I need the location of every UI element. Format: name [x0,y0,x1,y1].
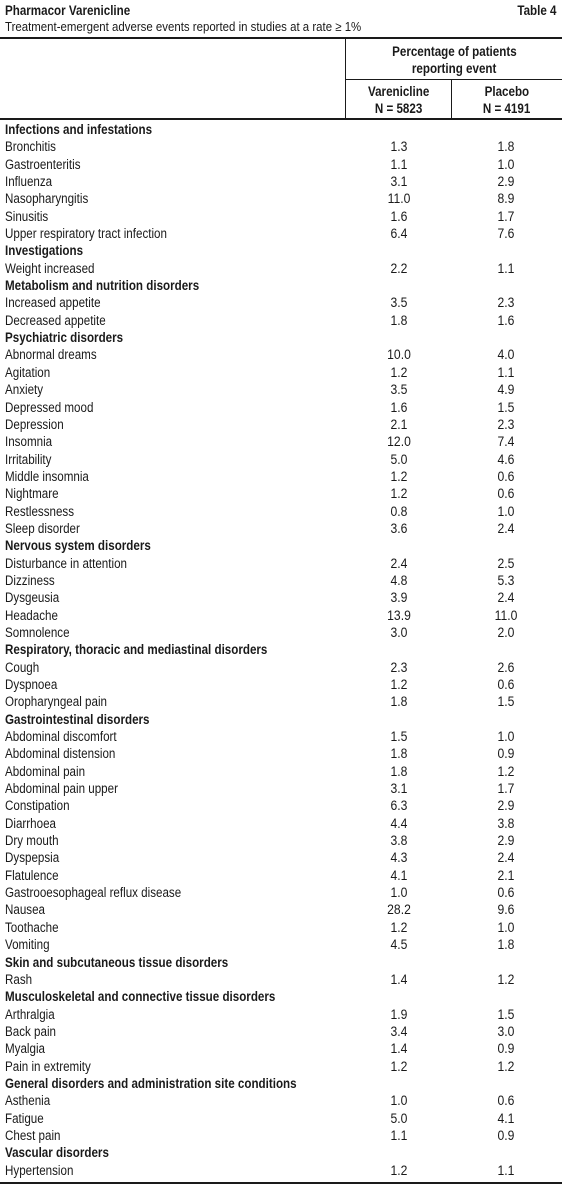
varenicline-value: 1.2 [390,468,408,484]
column-header-varenicline [346,83,451,117]
category-heading-row [0,537,562,554]
category-heading-row [0,121,562,138]
title-row [5,3,557,19]
placebo-value: 5.3 [497,572,515,588]
varenicline-value: 1.6 [390,399,408,415]
varenicline-value: 1.0 [390,1093,408,1109]
varenicline-value: 2.2 [390,260,408,276]
event-label: Arthralgia [5,1006,55,1022]
varenicline-value: 1.2 [390,677,408,692]
placebo-value: 2.4 [497,590,515,606]
table-row [0,468,562,485]
category-label: Infections and infestations [5,122,153,137]
event-label: Oropharyngeal pain [5,694,107,710]
varenicline-value: 2.4 [390,555,408,571]
table-row [0,745,562,762]
event-label: Nausea [5,902,46,918]
table-row [0,797,562,814]
placebo-value: 0.9 [497,1041,515,1057]
placebo-value: 1.7 [497,781,515,797]
table-row [0,589,562,606]
table-row [0,971,562,988]
table-row [0,485,562,502]
table-row [0,763,562,780]
placebo-value: 2.5 [497,555,515,571]
category-heading-row [0,1144,562,1161]
column-header-placebo [452,83,562,117]
category-label: Psychiatric disorders [5,330,124,346]
varenicline-value: 4.4 [390,815,408,831]
placebo-value: 2.4 [497,850,515,866]
event-label: Somnolence [5,624,70,640]
table-row [0,555,562,572]
table-row [0,503,562,520]
event-label: Chest pain [5,1127,61,1143]
varenicline-value: 1.2 [390,364,408,380]
category-heading-row [0,1075,562,1092]
event-label: Insomnia [5,434,53,450]
table-row [0,815,562,832]
varenicline-value: 3.8 [390,833,408,849]
placebo-value: 4.9 [497,382,515,398]
placebo-value: 8.9 [497,191,515,207]
varenicline-value: 4.8 [390,572,408,588]
event-label: Flatulence [5,867,59,883]
placebo-value: 1.7 [497,208,515,224]
varenicline-value: 3.1 [390,781,408,797]
col1-n: N = 5823 [374,101,423,116]
placebo-value: 1.8 [497,937,515,953]
varenicline-value: 3.9 [390,590,408,606]
placebo-value: 0.6 [497,468,515,484]
category-heading-row [0,711,562,728]
varenicline-value: 1.0 [390,885,408,901]
col2-n: N = 4191 [483,101,531,116]
table-row [0,1092,562,1109]
event-label: Depressed mood [5,399,94,415]
event-label: Abdominal pain upper [5,781,118,797]
group-header [346,43,562,77]
event-label: Upper respiratory tract infection [5,226,167,242]
varenicline-value: 1.3 [390,139,408,155]
varenicline-value: 1.5 [390,729,408,745]
table-row [0,728,562,745]
varenicline-value: 1.1 [390,156,408,172]
varenicline-value: 4.1 [390,867,408,883]
varenicline-value: 1.2 [390,919,408,935]
varenicline-value: 6.4 [390,226,408,242]
table-row [0,1023,562,1040]
placebo-value: 0.6 [497,1093,515,1109]
event-label: Anxiety [5,382,44,398]
document-title: Pharmacor Varenicline [5,3,131,18]
category-label: Gastrointestinal disorders [5,711,150,727]
category-heading-row [0,242,562,259]
event-label: Fatigue [5,1110,44,1126]
placebo-value: 4.1 [497,1110,515,1126]
table-row [0,451,562,468]
placebo-value: 1.1 [497,260,515,276]
placebo-value: 7.6 [497,226,515,242]
table-row [0,607,562,624]
top-rule [0,37,562,39]
placebo-value: 2.4 [497,520,515,536]
table-row [0,919,562,936]
placebo-value: 1.5 [497,399,515,415]
group-header-line2: reporting event [411,61,497,76]
event-label: Dyspepsia [5,850,60,866]
event-label: Increased appetite [5,295,101,311]
table-row [0,624,562,641]
table-body [0,121,562,1179]
event-label: Hypertension [5,1162,74,1178]
varenicline-value: 4.5 [390,937,408,953]
category-label: Nervous system disorders [5,538,151,554]
col2-name: Placebo [484,84,530,99]
bottom-rule [0,1182,562,1184]
placebo-value: 2.9 [497,833,515,849]
varenicline-value: 10.0 [387,347,411,363]
event-label: Gastroenteritis [5,156,81,172]
table-row [0,346,562,363]
category-label: Vascular disorders [5,1145,109,1161]
table-row [0,1040,562,1057]
category-heading-row [0,641,562,658]
placebo-value: 1.8 [497,139,515,155]
category-heading-row [0,954,562,971]
varenicline-value: 1.2 [390,486,408,502]
placebo-value: 11.0 [494,607,518,623]
varenicline-value: 3.0 [390,624,408,640]
event-label: Dyspnoea [5,677,58,692]
table-row [0,849,562,866]
table-row [0,693,562,710]
placebo-value: 1.2 [497,763,515,779]
varenicline-value: 3.6 [390,520,408,536]
placebo-value: 1.0 [497,156,515,172]
table-row [0,676,562,693]
placebo-value: 2.3 [497,416,515,432]
varenicline-value: 1.8 [390,746,408,762]
event-label: Abnormal dreams [5,347,97,363]
placebo-value: 9.6 [497,902,515,918]
table-row [0,173,562,190]
event-label: Gastrooesophageal reflux disease [5,885,182,901]
category-heading-row [0,329,562,346]
placebo-value: 2.3 [497,295,515,311]
event-label: Headache [5,607,58,623]
event-label: Sinusitis [5,208,49,224]
varenicline-value: 11.0 [387,191,411,207]
varenicline-value: 1.8 [390,763,408,779]
placebo-value: 0.6 [497,486,515,502]
event-label: Agitation [5,364,51,380]
table-row [0,208,562,225]
table-row [0,225,562,242]
placebo-value: 4.0 [497,347,515,363]
varenicline-value: 0.8 [390,503,408,519]
table-row [0,1110,562,1127]
placebo-value: 3.0 [497,1023,515,1039]
varenicline-value: 4.3 [390,850,408,866]
placebo-value: 1.5 [497,1006,515,1022]
varenicline-value: 3.5 [390,382,408,398]
event-label: Dizziness [5,572,55,588]
varenicline-value: 28.2 [387,902,411,918]
event-label: Vomiting [5,937,50,953]
category-label: Musculoskeletal and connective tissue disorders [5,989,276,1005]
event-label: Asthenia [5,1093,51,1109]
table-row [0,1127,562,1144]
group-header-line1: Percentage of patients [391,44,517,59]
varenicline-value: 1.6 [390,208,408,224]
table-row [0,832,562,849]
table-row [0,1162,562,1179]
event-label: Abdominal pain [5,763,86,779]
placebo-value: 1.0 [497,919,515,935]
varenicline-value: 6.3 [390,798,408,814]
event-label: Cough [5,659,40,675]
varenicline-value: 1.8 [390,312,408,328]
event-label: Restlessness [5,503,75,519]
table-row [0,433,562,450]
varenicline-value: 3.1 [390,174,408,190]
table-row [0,867,562,884]
event-label: Nightmare [5,486,59,502]
placebo-value: 0.9 [497,746,515,762]
placebo-value: 2.1 [497,867,515,883]
table-row [0,138,562,155]
category-heading-row [0,988,562,1005]
placebo-value: 0.6 [497,885,515,901]
varenicline-value: 5.0 [390,451,408,467]
varenicline-value: 1.4 [390,1041,408,1057]
table-row [0,294,562,311]
event-label: Back pain [5,1023,56,1039]
varenicline-value: 1.9 [390,1006,408,1022]
group-header-rule [346,79,562,80]
event-label: Abdominal distension [5,746,116,762]
event-label: Toothache [5,919,59,935]
placebo-value: 1.2 [497,1058,515,1074]
placebo-value: 2.0 [497,624,515,640]
table-row [0,364,562,381]
category-label: Metabolism and nutrition disorders [5,278,200,294]
varenicline-value: 2.3 [390,659,408,675]
varenicline-value: 3.5 [390,295,408,311]
category-label: Investigations [5,243,84,259]
col1-name: Varenicline [367,84,430,99]
varenicline-value: 12.0 [387,434,411,450]
event-label: Diarrhoea [5,815,56,831]
table-row [0,572,562,589]
event-label: Constipation [5,798,70,814]
table-row [0,1006,562,1023]
table-row [0,416,562,433]
placebo-value: 2.6 [497,659,515,675]
varenicline-value: 1.1 [390,1127,408,1143]
placebo-value: 0.6 [497,677,515,692]
placebo-value: 0.9 [497,1127,515,1143]
placebo-value: 1.5 [497,694,515,710]
table-row [0,399,562,416]
event-label: Middle insomnia [5,468,89,484]
event-label: Irritability [5,451,52,467]
placebo-value: 7.4 [497,434,515,450]
event-label: Decreased appetite [5,312,106,328]
varenicline-value: 1.2 [390,1058,408,1074]
table-number: Table 4 [517,3,557,18]
event-label: Dysgeusia [5,590,60,606]
category-label: Respiratory, thoracic and mediastinal disorders [5,642,268,658]
placebo-value: 1.1 [497,1162,515,1178]
category-label: General disorders and administration site conditions [5,1075,297,1091]
placebo-value: 3.8 [497,815,515,831]
event-label: Disturbance in attention [5,555,127,571]
table-row [0,312,562,329]
varenicline-value: 13.9 [387,607,411,623]
event-label: Depression [5,416,64,432]
event-label: Pain in extremity [5,1058,91,1074]
event-label: Abdominal discomfort [5,729,117,745]
table-row [0,901,562,918]
header-bottom-rule [0,118,562,120]
placebo-value: 2.9 [497,798,515,814]
table-row [0,520,562,537]
placebo-value: 2.9 [497,174,515,190]
varenicline-value: 1.4 [390,971,408,987]
table-row [0,659,562,676]
table-row [0,780,562,797]
placebo-value: 1.0 [497,503,515,519]
table-subtitle: Treatment-emergent adverse events reported in studies at a rate ≥ 1% [5,19,362,34]
varenicline-value: 1.8 [390,694,408,710]
table-row [0,260,562,277]
table-row [0,884,562,901]
event-label: Nasopharyngitis [5,191,89,207]
table-row [0,156,562,173]
placebo-value: 1.6 [497,312,515,328]
event-label: Sleep disorder [5,520,80,536]
table-row [0,190,562,207]
varenicline-value: 1.2 [390,1162,408,1178]
category-label: Skin and subcutaneous tissue disorders [5,954,229,970]
varenicline-value: 3.4 [390,1023,408,1039]
event-label: Bronchitis [5,139,56,155]
event-label: Dry mouth [5,833,59,849]
placebo-value: 1.0 [497,729,515,745]
varenicline-value: 2.1 [390,416,408,432]
placebo-value: 1.2 [497,971,515,987]
placebo-value: 4.6 [497,451,515,467]
event-label: Rash [5,971,33,987]
event-label: Influenza [5,174,53,190]
table-row [0,381,562,398]
placebo-value: 1.1 [497,364,515,380]
varenicline-value: 5.0 [390,1110,408,1126]
table-row [0,936,562,953]
event-label: Weight increased [5,260,95,276]
category-heading-row [0,277,562,294]
table-row [0,1058,562,1075]
event-label: Myalgia [5,1041,46,1057]
